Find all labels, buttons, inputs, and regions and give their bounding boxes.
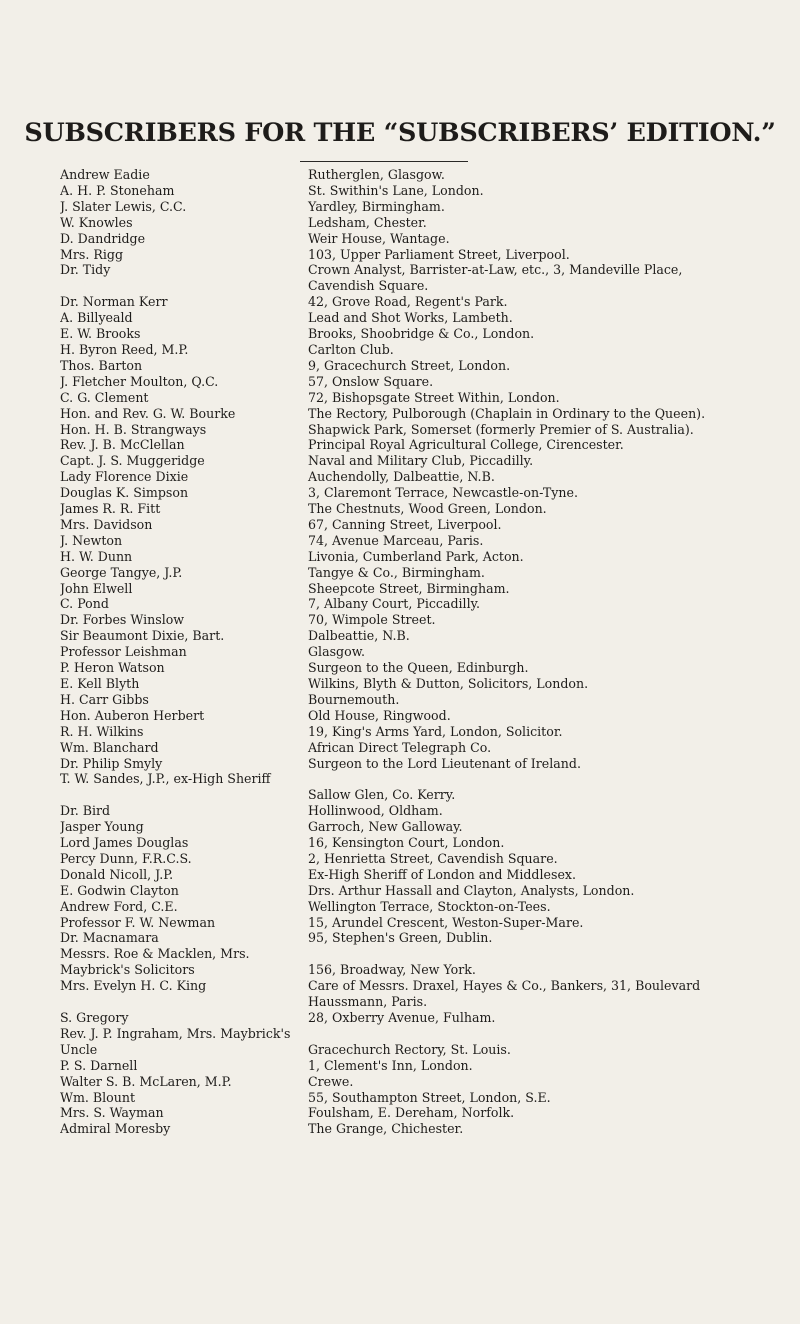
subscriber-name: Professor F. W. Newman xyxy=(60,914,216,930)
subscriber-address: Naval and Military Club, Piccadilly. xyxy=(308,453,534,469)
subscriber-address: Lead and Shot Works, Lambeth. xyxy=(308,310,513,326)
subscriber-address: Weir House, Wantage. xyxy=(308,230,450,246)
subscriber-name: James R. R. Fitt xyxy=(60,501,161,517)
subscriber-address: Gracechurch Rectory, St. Louis. xyxy=(308,1041,511,1057)
subscriber-name: H. Byron Reed, M.P. xyxy=(60,341,189,357)
subscriber-address: The Grange, Chichester. xyxy=(308,1121,464,1137)
subscriber-name: P. Heron Watson xyxy=(60,660,165,676)
list-item xyxy=(60,453,760,469)
list-item xyxy=(60,612,760,628)
subscriber-address: 3, Claremont Terrace, Newcastle-on-Tyne. xyxy=(308,485,578,501)
list-item xyxy=(60,262,760,294)
subscriber-address: 55, Southampton Street, London, S.E. xyxy=(308,1089,551,1105)
list-item xyxy=(60,215,760,231)
subscriber-address: 103, Upper Parliament Street, Liverpool. xyxy=(308,246,570,262)
list-item xyxy=(60,708,760,724)
subscriber-address: Hollinwood, Oldham. xyxy=(308,803,443,819)
list-item xyxy=(60,930,760,946)
subscriber-name: Sir Beaumont Dixie, Bart. xyxy=(60,628,225,644)
subscriber-address: 42, Grove Road, Regent's Park. xyxy=(308,294,508,310)
subscriber-address: 74, Avenue Marceau, Paris. xyxy=(308,532,484,548)
subscriber-address: Crewe. xyxy=(308,1073,354,1089)
subscriber-address: Foulsham, E. Dereham, Norfolk. xyxy=(308,1105,515,1121)
list-item xyxy=(60,231,760,247)
subscriber-name: Hon. Auberon Herbert xyxy=(60,707,205,723)
subscriber-name: Wm. Blount xyxy=(60,1089,136,1105)
page-title: SUBSCRIBERS FOR THE “SUBSCRIBERS’ EDITION.” xyxy=(24,118,776,148)
subscriber-name: W. Knowles xyxy=(60,214,133,230)
subscriber-name: George Tangye, J.P. xyxy=(60,564,183,580)
subscriber-name: Hon. H. B. Strangways xyxy=(60,421,207,437)
subscriber-address: 57, Onslow Square. xyxy=(308,373,434,389)
subscriber-address: 72, Bishopsgate Street Within, London. xyxy=(308,389,560,405)
list-item xyxy=(60,517,760,533)
subscriber-address: Sheepcote Street, Birmingham. xyxy=(308,580,510,596)
subscriber-address: Yardley, Birmingham. xyxy=(308,198,445,214)
list-item xyxy=(60,1026,760,1058)
subscriber-address: Sallow Glen, Co. Kerry. xyxy=(308,787,456,803)
subscriber-address: Drs. Arthur Hassall and Clayton, Analysts, London. xyxy=(308,882,635,898)
subscriber-address: Wellington Terrace, Stockton-on-Tees. xyxy=(308,898,551,914)
subscriber-address: 28, Oxberry Avenue, Fulham. xyxy=(308,1010,496,1026)
list-item xyxy=(60,644,760,660)
subscriber-name: D. Dandridge xyxy=(60,230,146,246)
subscriber-address: 1, Clement's Inn, London. xyxy=(308,1057,473,1073)
list-item xyxy=(60,946,760,978)
subscriber-name: Andrew Eadie xyxy=(60,167,150,182)
subscriber-address: 9, Gracechurch Street, London. xyxy=(308,357,511,373)
list-item xyxy=(60,374,760,390)
subscriber-address: Bournemouth. xyxy=(308,691,400,707)
subscriber-name: E. W. Brooks xyxy=(60,326,141,342)
title-rule xyxy=(300,161,468,162)
list-item xyxy=(60,628,760,644)
subscriber-name: John Elwell xyxy=(60,580,133,596)
subscriber-address: Auchendolly, Dalbeattie, N.B. xyxy=(308,469,495,485)
list-item xyxy=(60,1121,760,1137)
list-item xyxy=(60,437,760,453)
subscriber-name: Thos. Barton xyxy=(60,357,143,373)
list-item xyxy=(60,390,760,406)
list-item xyxy=(60,883,760,899)
list-item xyxy=(60,692,760,708)
subscriber-name: J. Newton xyxy=(60,532,123,548)
list-item xyxy=(60,326,760,342)
list-item xyxy=(60,167,760,183)
subscriber-name: Dr. Bird xyxy=(60,803,111,819)
subscriber-address: 7, Albany Court, Piccadilly. xyxy=(308,596,481,612)
list-item xyxy=(60,740,760,756)
subscriber-address: Surgeon to the Lord Lieutenant of Ireland. xyxy=(308,755,581,771)
list-item xyxy=(60,469,760,485)
list-item xyxy=(60,867,760,883)
subscriber-name: Wm. Blanchard xyxy=(60,739,159,755)
list-item xyxy=(60,899,760,915)
list-item xyxy=(60,294,760,310)
subscriber-name: A. Billyeald xyxy=(60,310,133,326)
subscriber-address: St. Swithin's Lane, London. xyxy=(308,182,484,198)
list-item xyxy=(60,310,760,326)
subscriber-address: Wilkins, Blyth & Dutton, Solicitors, London. xyxy=(308,676,589,691)
subscriber-name: C. G. Clement xyxy=(60,389,149,405)
list-item xyxy=(60,819,760,835)
subscriber-address: The Chestnuts, Wood Green, London. xyxy=(308,501,547,517)
subscriber-name: Percy Dunn, F.R.C.S. xyxy=(60,850,192,866)
subscriber-name: Mrs. Evelyn H. C. King xyxy=(60,978,207,994)
list-item xyxy=(60,803,760,819)
subscriber-address: 2, Henrietta Street, Cavendish Square. xyxy=(308,850,558,866)
subscriber-address: Surgeon to the Queen, Edinburgh. xyxy=(308,660,529,676)
subscriber-address: Care of Messrs. Draxel, Hayes & Co., Bankers, 31, Boulevard Haussmann, Paris. xyxy=(308,978,701,1010)
subscriber-name: C. Pond xyxy=(60,596,109,612)
subscriber-name: H. Carr Gibbs xyxy=(60,691,149,707)
subscriber-name: Admiral Moresby xyxy=(60,1121,171,1137)
subscriber-address: 95, Stephen's Green, Dublin. xyxy=(308,930,493,946)
subscriber-address: Dalbeattie, N.B. xyxy=(308,628,410,644)
list-item xyxy=(60,1074,760,1090)
list-item xyxy=(60,851,760,867)
subscriber-name: Douglas K. Simpson xyxy=(60,485,189,501)
subscriber-name: Dr. Philip Smyly xyxy=(60,755,163,771)
subscriber-address: Crown Analyst, Barrister-at-Law, etc., 3, Mandeville Place, Cavendish Square. xyxy=(308,262,683,294)
subscriber-name: Lady Florence Dixie xyxy=(60,469,189,485)
subscriber-name: Rev. J. B. McClellan xyxy=(60,437,185,453)
subscriber-name: Walter S. B. McLaren, M.P. xyxy=(60,1073,232,1089)
list-item xyxy=(60,1105,760,1121)
list-item xyxy=(60,835,760,851)
subscriber-address: Livonia, Cumberland Park, Acton. xyxy=(308,548,524,564)
list-item xyxy=(60,915,760,931)
subscriber-address: The Rectory, Pulborough (Chaplain in Ordinary to the Queen). xyxy=(308,405,706,421)
subscriber-name: Andrew Ford, C.E. xyxy=(60,898,178,914)
subscriber-address: 19, King's Arms Yard, London, Solicitor. xyxy=(308,723,563,739)
list-item xyxy=(60,533,760,549)
subscriber-name: J. Slater Lewis, C.C. xyxy=(60,198,187,214)
subscriber-name: E. Godwin Clayton xyxy=(60,882,179,898)
list-item xyxy=(60,978,760,1010)
list-item xyxy=(60,183,760,199)
list-item xyxy=(60,485,760,501)
list-item xyxy=(60,660,760,676)
subscriber-name: Dr. Norman Kerr xyxy=(60,294,168,310)
subscriber-name: Mrs. Davidson xyxy=(60,516,153,532)
subscriber-name: Donald Nicoll, J.P. xyxy=(60,866,174,882)
subscriber-address: Ledsham, Chester. xyxy=(308,214,427,230)
subscriber-name: T. W. Sandes, J.P., ex-High Sheriff xyxy=(60,771,271,787)
subscriber-address: 16, Kensington Court, London. xyxy=(308,835,505,851)
subscriber-name: S. Gregory xyxy=(60,1010,129,1026)
subscriber-address: African Direct Telegraph Co. xyxy=(308,739,492,755)
subscriber-name: Mrs. Rigg xyxy=(60,246,124,262)
subscriber-list xyxy=(60,167,760,1137)
list-item xyxy=(60,422,760,438)
list-item xyxy=(60,1010,760,1026)
subscriber-name: Dr. Forbes Winslow xyxy=(60,612,185,628)
subscriber-name: H. W. Dunn xyxy=(60,548,133,564)
subscriber-address: Ex-High Sheriff of London and Middlesex. xyxy=(308,866,576,882)
list-item xyxy=(60,1090,760,1106)
list-item xyxy=(60,406,760,422)
subscriber-name: Lord James Douglas xyxy=(60,835,189,851)
subscriber-address: 70, Wimpole Street. xyxy=(308,612,436,628)
list-item xyxy=(60,565,760,581)
list-item xyxy=(60,342,760,358)
list-item xyxy=(60,199,760,215)
list-item xyxy=(60,1058,760,1074)
subscriber-address: Brooks, Shoobridge & Co., London. xyxy=(308,326,535,342)
subscriber-address: Rutherglen, Glasgow. xyxy=(308,167,445,182)
subscriber-name: Rev. J. P. Ingraham, Mrs. Maybrick's Uncle xyxy=(60,1025,291,1057)
subscriber-name: Capt. J. S. Muggeridge xyxy=(60,453,205,469)
list-item xyxy=(60,549,760,565)
subscriber-name: Mrs. S. Wayman xyxy=(60,1105,164,1121)
subscriber-name: Hon. and Rev. G. W. Bourke xyxy=(60,405,236,421)
list-item xyxy=(60,756,760,772)
subscriber-address: Glasgow. xyxy=(308,644,365,660)
list-item xyxy=(60,771,760,803)
subscriber-address: 15, Arundel Crescent, Weston-Super-Mare. xyxy=(308,914,584,930)
subscriber-name: Dr. Tidy xyxy=(60,262,111,278)
subscriber-name: E. Kell Blyth xyxy=(60,676,140,691)
subscriber-name: Messrs. Roe & Macklen, Mrs. Maybrick's Solicitors xyxy=(60,946,250,978)
subscriber-address: Carlton Club. xyxy=(308,341,394,357)
list-item xyxy=(60,358,760,374)
subscriber-name: Jasper Young xyxy=(60,819,144,835)
subscriber-name: A. H. P. Stoneham xyxy=(60,182,175,198)
list-item xyxy=(60,501,760,517)
subscriber-address: Old House, Ringwood. xyxy=(308,707,451,723)
subscriber-name: Dr. Macnamara xyxy=(60,930,159,946)
subscriber-address: Principal Royal Agricultural College, Cirencester. xyxy=(308,437,624,453)
list-item xyxy=(60,596,760,612)
subscriber-name: P. S. Darnell xyxy=(60,1057,138,1073)
list-item xyxy=(60,724,760,740)
subscriber-address: Shapwick Park, Somerset (formerly Premier of S. Australia). xyxy=(308,421,694,437)
list-item xyxy=(60,581,760,597)
list-item xyxy=(60,247,760,263)
list-item xyxy=(60,676,760,692)
subscriber-name: R. H. Wilkins xyxy=(60,723,144,739)
subscriber-name: Professor Leishman xyxy=(60,644,187,660)
subscriber-name: J. Fletcher Moulton, Q.C. xyxy=(60,373,219,389)
subscriber-address: 156, Broadway, New York. xyxy=(308,962,476,978)
subscriber-address: 67, Canning Street, Liverpool. xyxy=(308,516,502,532)
subscriber-address: Tangye & Co., Birmingham. xyxy=(308,564,485,580)
subscriber-address: Garroch, New Galloway. xyxy=(308,819,463,835)
